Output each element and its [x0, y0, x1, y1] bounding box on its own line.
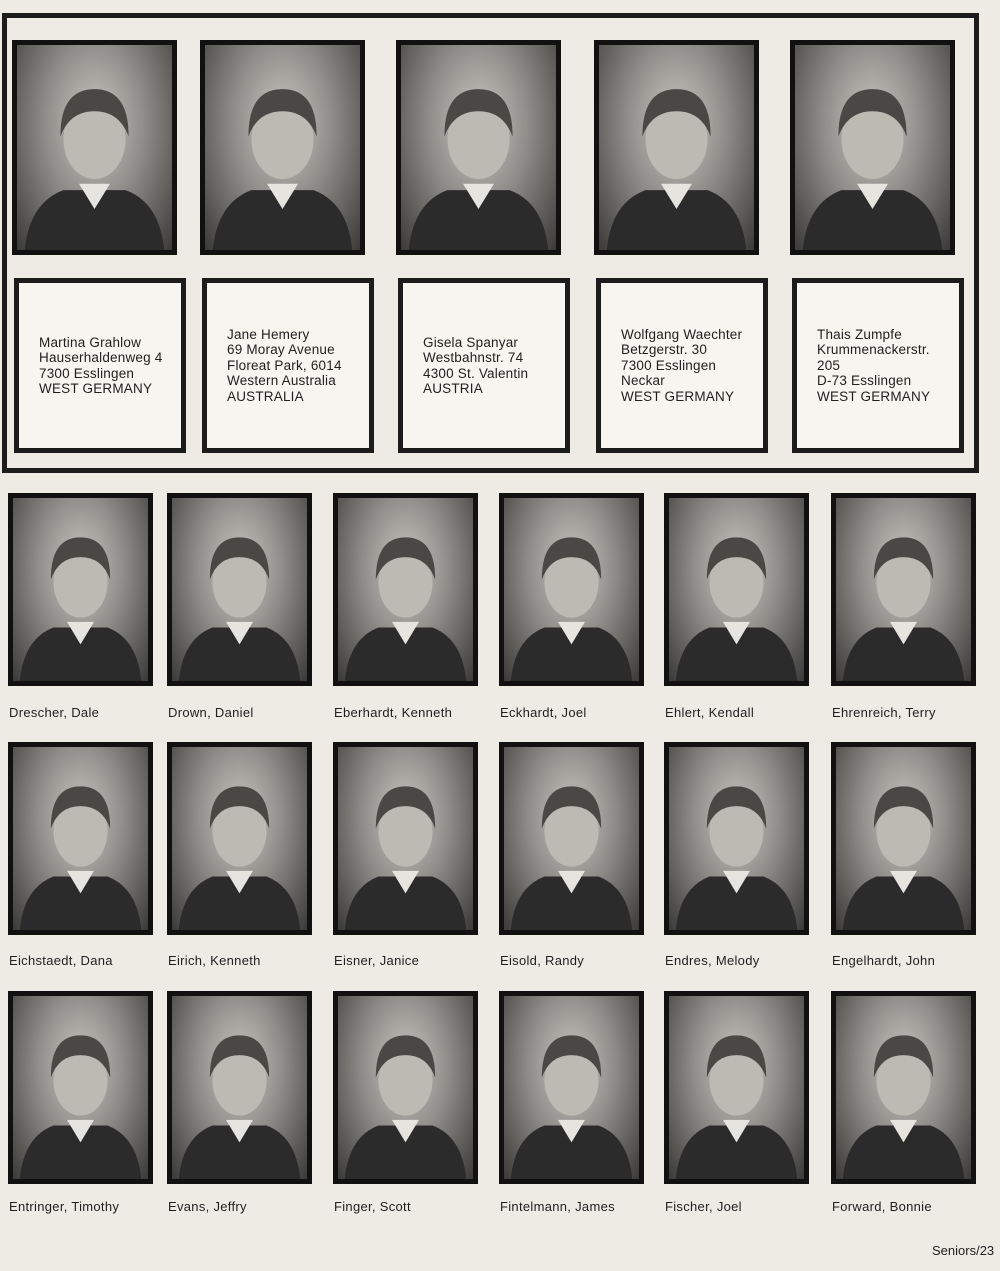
address-lines [621, 327, 742, 405]
senior-name: Eberhardt, Kenneth [334, 705, 453, 720]
address-line: Martina Grahlow [39, 334, 142, 350]
senior-portrait [167, 493, 312, 686]
exchange-student-portrait [594, 40, 759, 255]
senior-portrait [167, 991, 312, 1184]
senior-name: Ehrenreich, Terry [832, 705, 936, 720]
exchange-student-address-card [596, 278, 768, 453]
address-lines [227, 327, 342, 405]
address-lines [39, 335, 162, 397]
address-line: Betzgerstr. 30 [621, 342, 708, 358]
senior-name: Forward, Bonnie [832, 1199, 932, 1214]
address-line: WEST GERMANY [817, 388, 931, 404]
exchange-student-address-card [792, 278, 964, 453]
senior-name: Drown, Daniel [168, 705, 254, 720]
exchange-student-portrait [396, 40, 561, 255]
address-lines [817, 327, 930, 405]
senior-name: Entringer, Timothy [9, 1199, 120, 1214]
senior-portrait [664, 991, 809, 1184]
address-line: Hauserhaldenweg 4 [39, 350, 163, 365]
senior-name: Eisold, Randy [500, 953, 585, 968]
senior-portrait [831, 742, 976, 935]
exchange-student-portrait [12, 40, 177, 255]
address-line: Floreat Park, 6014 [227, 357, 342, 373]
senior-portrait [831, 991, 976, 1184]
senior-name: Eichstaedt, Dana [9, 953, 113, 968]
senior-portrait [8, 742, 153, 935]
address-line: Krummenackerstr. [817, 342, 930, 358]
senior-portrait [499, 991, 644, 1184]
senior-portrait [664, 742, 809, 935]
senior-portrait [499, 493, 644, 686]
address-line: D-73 Esslingen [817, 373, 912, 389]
address-line: 7300 Esslingen [39, 365, 135, 381]
senior-portrait [831, 493, 976, 686]
senior-name: Drescher, Dale [9, 705, 100, 720]
senior-name: Endres, Melody [665, 953, 760, 968]
senior-name: Evans, Jeffry [168, 1199, 247, 1214]
senior-name: Eckhardt, Joel [500, 705, 587, 720]
exchange-student-address-card [14, 278, 186, 453]
address-line: Neckar [621, 373, 665, 389]
address-line: Thais Zumpfe [817, 326, 902, 342]
address-line: AUSTRIA [423, 381, 483, 396]
senior-name: Finger, Scott [334, 1199, 411, 1214]
address-line: WEST GERMANY [39, 381, 153, 396]
address-lines [423, 335, 528, 397]
senior-name: Fischer, Joel [665, 1199, 742, 1214]
senior-portrait [333, 493, 478, 686]
senior-name: Eirich, Kenneth [168, 953, 261, 968]
senior-portrait [499, 742, 644, 935]
senior-name: Fintelmann, James [500, 1199, 615, 1214]
address-line: WEST GERMANY [621, 388, 735, 404]
address-line: 4300 St. Valentin [423, 365, 529, 381]
exchange-student-portrait [200, 40, 365, 255]
senior-portrait [8, 991, 153, 1184]
address-line: Western Australia [227, 373, 336, 389]
senior-name: Ehlert, Kendall [665, 705, 755, 720]
address-line: Jane Hemery [227, 326, 310, 342]
address-line: 69 Moray Avenue [227, 342, 335, 358]
senior-portrait [8, 493, 153, 686]
exchange-student-portrait [790, 40, 955, 255]
exchange-student-address-card [202, 278, 374, 453]
senior-portrait [333, 742, 478, 935]
address-line: AUSTRALIA [227, 388, 304, 404]
senior-portrait [333, 991, 478, 1184]
address-line: Wolfgang Waechter [621, 326, 743, 342]
address-line: Westbahnstr. 74 [423, 350, 524, 365]
senior-name: Eisner, Janice [334, 953, 420, 968]
address-line: 205 [817, 357, 841, 373]
exchange-student-address-card [398, 278, 570, 453]
senior-portrait [664, 493, 809, 686]
senior-name: Engelhardt, John [832, 953, 936, 968]
address-line: Gisela Spanyar [423, 334, 519, 350]
senior-portrait [167, 742, 312, 935]
page-footer: Seniors/23 [932, 1243, 995, 1258]
address-line: 7300 Esslingen [621, 357, 717, 373]
